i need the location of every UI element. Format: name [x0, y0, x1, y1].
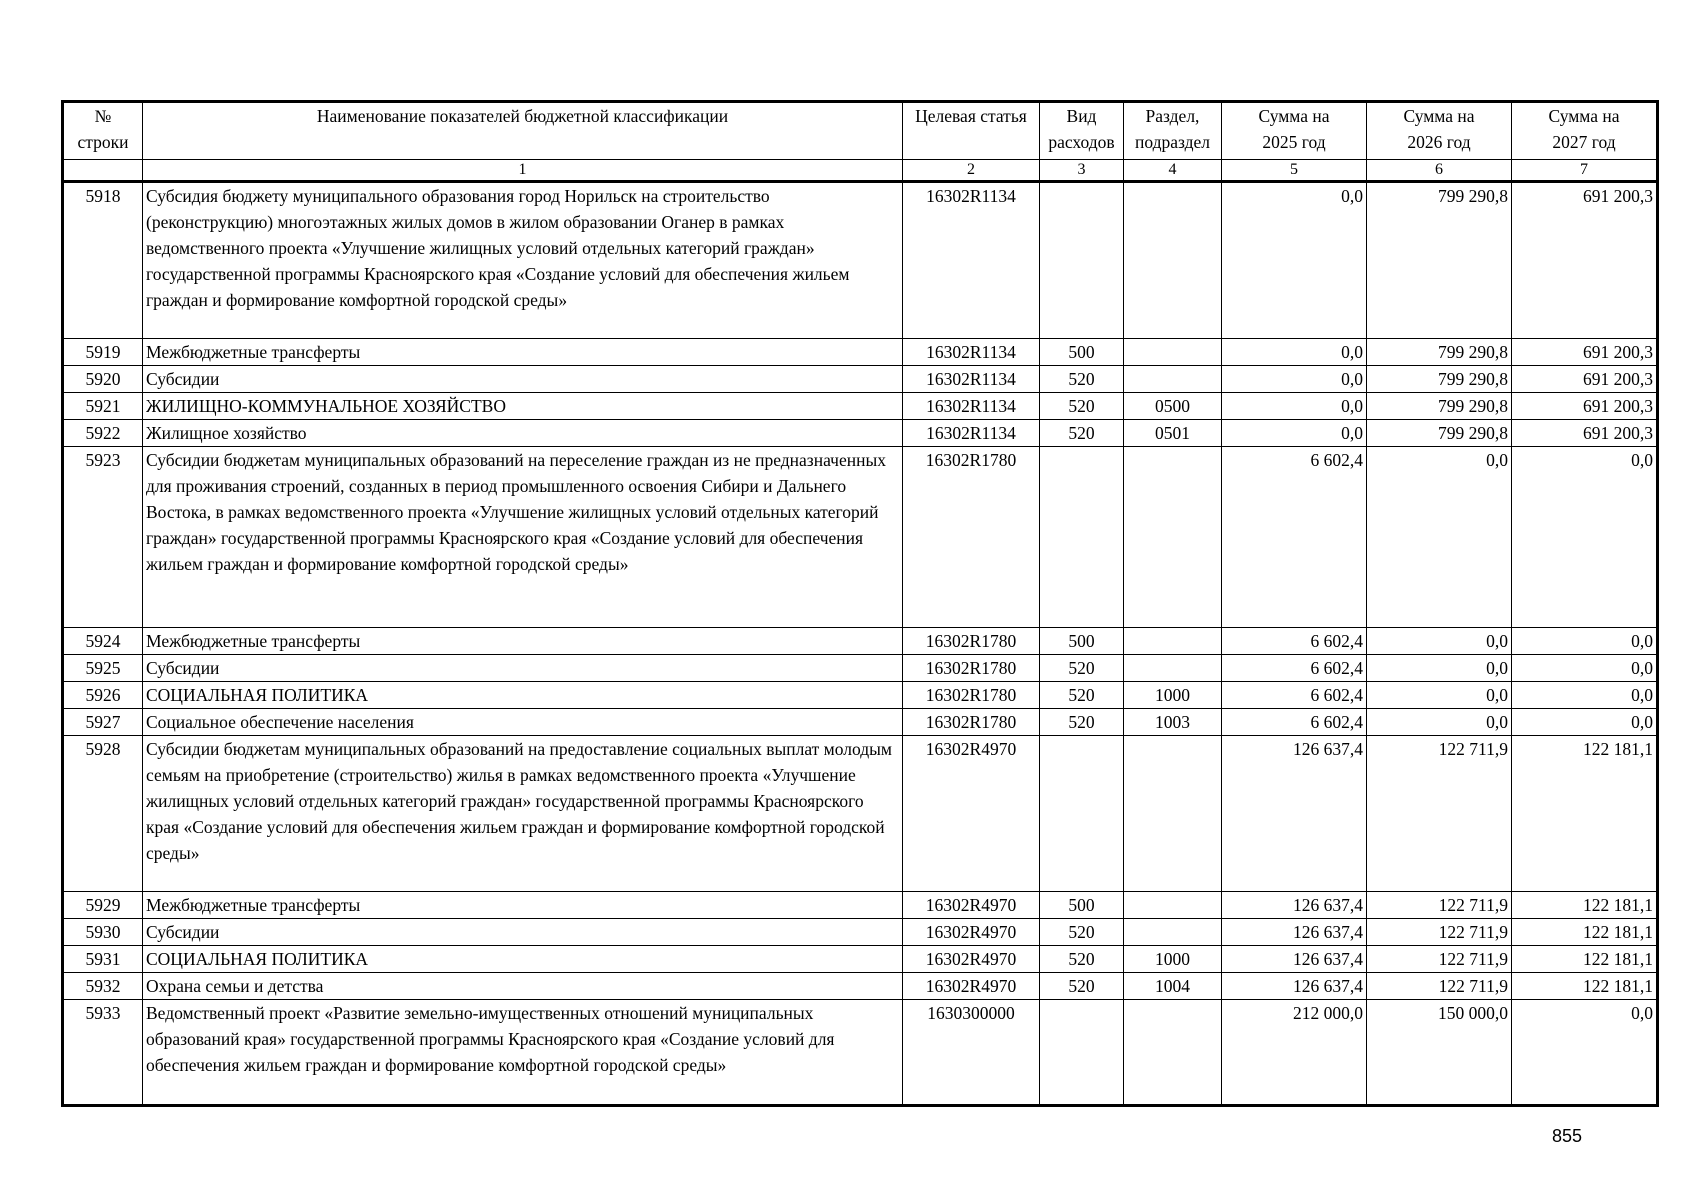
header-type-line2: расходов: [1048, 132, 1115, 152]
row-name: Социальное обеспечение населения: [143, 709, 903, 736]
row-sum-2025: 0,0: [1222, 420, 1367, 447]
row-sum-2026: 799 290,8: [1367, 393, 1512, 420]
table-row: [63, 736, 1658, 892]
column-index-row: [63, 160, 1658, 182]
row-target: 1630300000: [903, 1000, 1040, 1106]
row-target: 16302R1134: [903, 182, 1040, 339]
row-type: 520: [1040, 973, 1124, 1000]
row-number: 5918: [63, 182, 143, 339]
row-name: ЖИЛИЩНО-КОММУНАЛЬНОЕ ХОЗЯЙСТВО: [143, 393, 903, 420]
page-number: 855: [1552, 1126, 1583, 1146]
row-sum-2026: 122 711,9: [1367, 946, 1512, 973]
header-row-no: № строки: [63, 102, 143, 160]
column-index-cell: 4: [1124, 160, 1222, 182]
row-number: 5931: [63, 946, 143, 973]
row-sum-2025: 126 637,4: [1222, 919, 1367, 946]
column-index-cell: [63, 160, 143, 182]
row-sum-2027: 691 200,3: [1512, 366, 1658, 393]
row-section: 1000: [1124, 682, 1222, 709]
row-sum-2025: 126 637,4: [1222, 736, 1367, 892]
row-sum-2027: 0,0: [1512, 447, 1658, 628]
row-sum-2026: 150 000,0: [1367, 1000, 1512, 1106]
row-type: [1040, 182, 1124, 339]
header-type-line1: Вид: [1066, 106, 1097, 126]
row-number: 5932: [63, 973, 143, 1000]
row-type: [1040, 447, 1124, 628]
header-sum-2025: [1222, 102, 1367, 160]
row-sum-2027: 691 200,3: [1512, 339, 1658, 366]
row-number: 5921: [63, 393, 143, 420]
header-sum-2025-line1: Сумма на: [1258, 106, 1330, 126]
row-type: 520: [1040, 420, 1124, 447]
row-target: 16302R4970: [903, 892, 1040, 919]
row-type: [1040, 1000, 1124, 1106]
table-row: [63, 393, 1658, 420]
row-sum-2025: 126 637,4: [1222, 946, 1367, 973]
row-number: 5927: [63, 709, 143, 736]
row-name: Жилищное хозяйство: [143, 420, 903, 447]
row-sum-2027: 0,0: [1512, 682, 1658, 709]
row-sum-2025: 0,0: [1222, 182, 1367, 339]
row-sum-2027: 0,0: [1512, 709, 1658, 736]
row-type: 520: [1040, 393, 1124, 420]
header-sum-2026-line2: 2026 год: [1407, 132, 1471, 152]
row-sum-2027: 0,0: [1512, 1000, 1658, 1106]
row-sum-2027: 0,0: [1512, 655, 1658, 682]
row-sum-2026: 0,0: [1367, 709, 1512, 736]
row-sum-2025: 6 602,4: [1222, 655, 1367, 682]
row-number: 5919: [63, 339, 143, 366]
header-section-line1: Раздел,: [1145, 106, 1200, 126]
row-target: 16302R1134: [903, 366, 1040, 393]
row-target: 16302R1134: [903, 393, 1040, 420]
row-sum-2025: 6 602,4: [1222, 682, 1367, 709]
row-section: 0500: [1124, 393, 1222, 420]
column-index-cell: 3: [1040, 160, 1124, 182]
table-row: [63, 709, 1658, 736]
row-number: 5929: [63, 892, 143, 919]
column-index-cell: 1: [143, 160, 903, 182]
row-number: 5928: [63, 736, 143, 892]
row-section: 0501: [1124, 420, 1222, 447]
row-section: [1124, 892, 1222, 919]
row-name: Субсидии бюджетам муниципальных образований на переселение граждан из не предназначенных для проживания строений, созданных в период промышленного освоения Сибири и Дальнего Востока, в рамках ведомственного проекта «Улучшение жилищных условий отдельных категорий граждан» государственной программы Красноярского края «Создание условий для обеспечения жильем граждан и формирование комфортной городской среды»: [143, 447, 903, 628]
header-sum-2026: [1367, 102, 1512, 160]
row-name: Межбюджетные трансферты: [143, 892, 903, 919]
row-section: 1003: [1124, 709, 1222, 736]
row-target: 16302R1134: [903, 339, 1040, 366]
header-sum-2027-line1: Сумма на: [1548, 106, 1620, 126]
row-sum-2027: 122 181,1: [1512, 736, 1658, 892]
row-target: 16302R1780: [903, 628, 1040, 655]
row-sum-2025: 126 637,4: [1222, 973, 1367, 1000]
row-section: [1124, 366, 1222, 393]
header-sum-2027-line2: 2027 год: [1552, 132, 1616, 152]
row-name: Субсидия бюджету муниципального образования город Норильск на строительство (реконструкцию) многоэтажных жилых домов в жилом образовании Оганер в рамках ведомственного проекта «Улучшение жилищных условий отдельных категорий граждан» государственной программы Красноярского края «Создание условий для обеспечения жильем граждан и формирование комфортной городской среды»: [143, 182, 903, 339]
row-target: 16302R4970: [903, 946, 1040, 973]
header-target: Целевая статья: [903, 102, 1040, 160]
row-name: Межбюджетные трансферты: [143, 339, 903, 366]
budget-table: [61, 100, 1659, 1107]
row-number: 5923: [63, 447, 143, 628]
row-type: [1040, 736, 1124, 892]
row-section: 1000: [1124, 946, 1222, 973]
table-row: [63, 420, 1658, 447]
row-type: 520: [1040, 366, 1124, 393]
row-number: 5930: [63, 919, 143, 946]
row-name: Межбюджетные трансферты: [143, 628, 903, 655]
table-row: [63, 339, 1658, 366]
row-sum-2025: 0,0: [1222, 339, 1367, 366]
row-type: 520: [1040, 682, 1124, 709]
column-index-cell: 7: [1512, 160, 1658, 182]
column-index-cell: 5: [1222, 160, 1367, 182]
row-target: 16302R1780: [903, 709, 1040, 736]
row-sum-2026: 122 711,9: [1367, 736, 1512, 892]
row-section: [1124, 1000, 1222, 1106]
table-row: [63, 1000, 1658, 1106]
row-sum-2025: 6 602,4: [1222, 447, 1367, 628]
row-target: 16302R1780: [903, 655, 1040, 682]
row-type: 500: [1040, 339, 1124, 366]
row-name: Ведомственный проект «Развитие земельно-имущественных отношений муниципальных образований края» государственной программы Красноярского края «Создание условий для обеспечения жильем граждан и формирование комфортной городской среды»: [143, 1000, 903, 1106]
row-number: 5924: [63, 628, 143, 655]
row-sum-2025: 212 000,0: [1222, 1000, 1367, 1106]
row-sum-2027: 691 200,3: [1512, 420, 1658, 447]
row-section: [1124, 628, 1222, 655]
row-sum-2025: 0,0: [1222, 366, 1367, 393]
row-sum-2026: 799 290,8: [1367, 366, 1512, 393]
row-type: 500: [1040, 892, 1124, 919]
header-row: [63, 102, 1658, 160]
row-name: Субсидии: [143, 655, 903, 682]
row-sum-2025: 6 602,4: [1222, 628, 1367, 655]
table-row: [63, 447, 1658, 628]
column-index-cell: 6: [1367, 160, 1512, 182]
row-type: 520: [1040, 919, 1124, 946]
table-row: [63, 628, 1658, 655]
row-sum-2026: 799 290,8: [1367, 420, 1512, 447]
row-name: Субсидии: [143, 919, 903, 946]
row-target: 16302R4970: [903, 736, 1040, 892]
row-section: [1124, 919, 1222, 946]
row-type: 520: [1040, 709, 1124, 736]
row-sum-2026: 122 711,9: [1367, 973, 1512, 1000]
row-sum-2026: 0,0: [1367, 628, 1512, 655]
row-section: [1124, 339, 1222, 366]
table-row: [63, 182, 1658, 339]
row-number: 5926: [63, 682, 143, 709]
header-sum-2026-line1: Сумма на: [1403, 106, 1475, 126]
row-sum-2027: 122 181,1: [1512, 973, 1658, 1000]
row-sum-2027: 691 200,3: [1512, 393, 1658, 420]
table-row: [63, 919, 1658, 946]
row-sum-2027: 122 181,1: [1512, 946, 1658, 973]
row-sum-2027: 0,0: [1512, 628, 1658, 655]
column-index-cell: 2: [903, 160, 1040, 182]
row-target: 16302R4970: [903, 919, 1040, 946]
row-sum-2026: 122 711,9: [1367, 919, 1512, 946]
header-type: [1040, 102, 1124, 160]
row-sum-2026: 0,0: [1367, 682, 1512, 709]
table-row: [63, 946, 1658, 973]
row-type: 520: [1040, 655, 1124, 682]
row-sum-2026: 0,0: [1367, 655, 1512, 682]
header-section: [1124, 102, 1222, 160]
row-target: 16302R1780: [903, 447, 1040, 628]
row-number: 5922: [63, 420, 143, 447]
row-name: Охрана семьи и детства: [143, 973, 903, 1000]
table-row: [63, 892, 1658, 919]
row-sum-2027: 122 181,1: [1512, 892, 1658, 919]
row-number: 5920: [63, 366, 143, 393]
row-number: 5925: [63, 655, 143, 682]
header-sum-2025-line2: 2025 год: [1262, 132, 1326, 152]
row-number: 5933: [63, 1000, 143, 1106]
row-type: 520: [1040, 946, 1124, 973]
row-sum-2026: 799 290,8: [1367, 339, 1512, 366]
row-target: 16302R1780: [903, 682, 1040, 709]
row-target: 16302R1134: [903, 420, 1040, 447]
header-section-line2: подраздел: [1134, 132, 1211, 152]
row-sum-2025: 6 602,4: [1222, 709, 1367, 736]
table-row: [63, 682, 1658, 709]
header-sum-2027: [1512, 102, 1658, 160]
row-sum-2026: 799 290,8: [1367, 182, 1512, 339]
row-target: 16302R4970: [903, 973, 1040, 1000]
row-name: СОЦИАЛЬНАЯ ПОЛИТИКА: [143, 682, 903, 709]
row-section: 1004: [1124, 973, 1222, 1000]
table-row: [63, 973, 1658, 1000]
row-name: Субсидии: [143, 366, 903, 393]
row-section: [1124, 447, 1222, 628]
row-section: [1124, 655, 1222, 682]
row-type: 500: [1040, 628, 1124, 655]
row-sum-2026: 122 711,9: [1367, 892, 1512, 919]
table-row: [63, 655, 1658, 682]
row-section: [1124, 736, 1222, 892]
row-sum-2026: 0,0: [1367, 447, 1512, 628]
row-name: Субсидии бюджетам муниципальных образований на предоставление социальных выплат молодым семьям на приобретение (строительство) жилья в рамках ведомственного проекта «Улучшение жилищных условий отдельных категорий граждан» государственной программы Красноярского края «Создание условий для обеспечения жильем граждан и формирование комфортной городской среды»: [143, 736, 903, 892]
row-sum-2025: 126 637,4: [1222, 892, 1367, 919]
row-sum-2027: 122 181,1: [1512, 919, 1658, 946]
row-name: СОЦИАЛЬНАЯ ПОЛИТИКА: [143, 946, 903, 973]
row-sum-2027: 691 200,3: [1512, 182, 1658, 339]
header-name: Наименование показателей бюджетной классификации: [143, 102, 903, 160]
table-row: [63, 366, 1658, 393]
row-sum-2025: 0,0: [1222, 393, 1367, 420]
row-section: [1124, 182, 1222, 339]
